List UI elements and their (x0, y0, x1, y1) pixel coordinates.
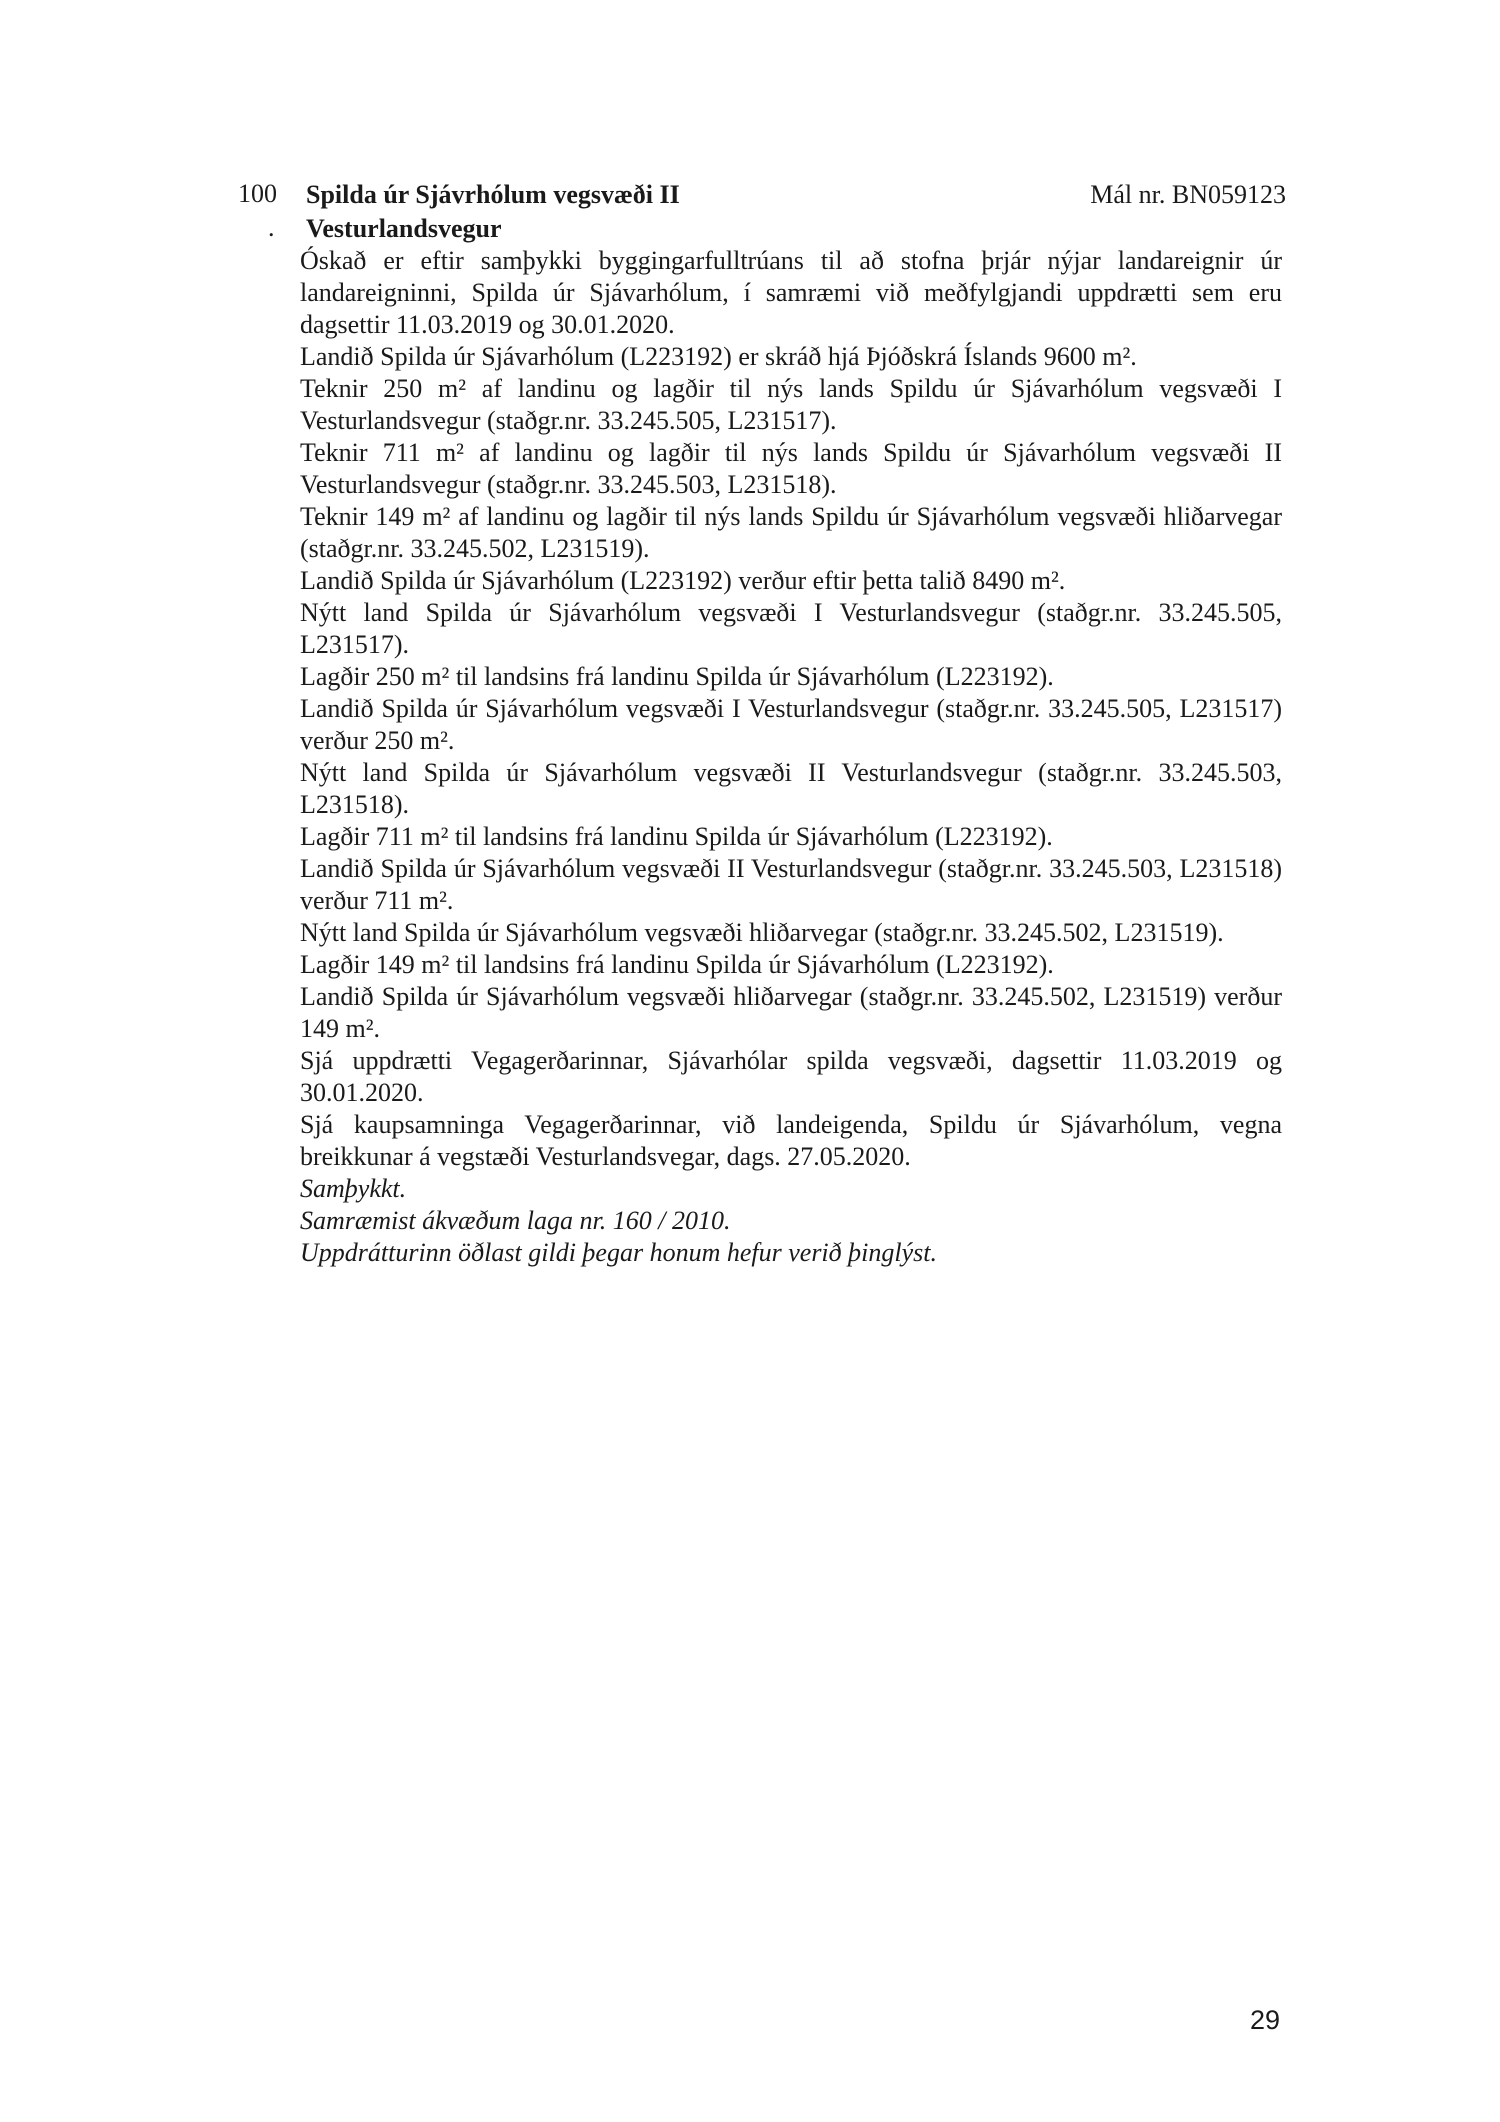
paragraph: Landið Spilda úr Sjávarhólum vegsvæði II Vesturlandsvegur (staðgr.nr. 33.245.503, L231518) verður 711 m². (300, 854, 1282, 915)
paragraph: Landið Spilda úr Sjávarhólum (L223192) verður eftir þetta talið 8490 m². (300, 566, 1066, 595)
paragraph: Nýtt land Spilda úr Sjávarhólum vegsvæði II Vesturlandsvegur (staðgr.nr. 33.245.503, L231518). (300, 758, 1282, 819)
case-number: Mál nr. BN059123 (1090, 180, 1286, 209)
item-title-line-2: Vesturlandsvegur (306, 214, 502, 243)
paragraph: Nýtt land Spilda úr Sjávarhólum vegsvæði hliðarvegar (staðgr.nr. 33.245.502, L231519). (300, 918, 1224, 947)
item-number: 100 (238, 179, 277, 208)
conclusion-law-reference: Samræmist ákvæðum laga nr. 160 / 2010. (300, 1206, 731, 1235)
paragraph: Sjá uppdrætti Vegagerðarinnar, Sjávarhólar spilda vegsvæði, dagsettir 11.03.2019 og 30.01.2020. (300, 1046, 1282, 1107)
page-number: 29 (1249, 2005, 1280, 2035)
paragraph: Landið Spilda úr Sjávarhólum vegsvæði I Vesturlandsvegur (staðgr.nr. 33.245.505, L231517) verður 250 m². (300, 694, 1282, 755)
item-title-line-1: Spilda úr Sjávrhólum vegsvæði II (306, 180, 680, 209)
conclusion-validity-note: Uppdrátturinn öðlast gildi þegar honum hefur verið þinglýst. (300, 1238, 937, 1267)
paragraph: Teknir 149 m² af landinu og lagðir til nýs lands Spildu úr Sjávarhólum vegsvæði hliðarvegar (staðgr.nr. 33.245.502, L231519). (300, 502, 1282, 563)
paragraph: Landið Spilda úr Sjávarhólum (L223192) er skráð hjá Þjóðskrá Íslands 9600 m². (300, 342, 1137, 371)
item-body (300, 245, 1282, 1269)
item-number-dot: . (268, 213, 275, 242)
paragraph: Teknir 250 m² af landinu og lagðir til nýs lands Spildu úr Sjávarhólum vegsvæði I Vesturlandsvegur (staðgr.nr. 33.245.505, L231517). (300, 374, 1282, 435)
conclusion-approved: Samþykkt. (300, 1174, 407, 1203)
paragraph: Sjá kaupsamninga Vegagerðarinnar, við landeigenda, Spildu úr Sjávarhólum, vegna breikkunar á vegstæði Vesturlandsvegar, dags. 27.05.2020. (300, 1110, 1282, 1171)
paragraph: Lagðir 250 m² til landsins frá landinu Spilda úr Sjávarhólum (L223192). (300, 662, 1054, 691)
paragraph: Lagðir 711 m² til landsins frá landinu Spilda úr Sjávarhólum (L223192). (300, 822, 1053, 851)
paragraph: Teknir 711 m² af landinu og lagðir til nýs lands Spildu úr Sjávarhólum vegsvæði II Vesturlandsvegur (staðgr.nr. 33.245.503, L231518). (300, 438, 1282, 499)
paragraph: Lagðir 149 m² til landsins frá landinu Spilda úr Sjávarhólum (L223192). (300, 950, 1054, 979)
paragraph: Nýtt land Spilda úr Sjávarhólum vegsvæði I Vesturlandsvegur (staðgr.nr. 33.245.505, L231517). (300, 598, 1282, 659)
paragraph: Landið Spilda úr Sjávarhólum vegsvæði hliðarvegar (staðgr.nr. 33.245.502, L231519) verður 149 m². (300, 982, 1282, 1043)
paragraph-request: Óskað er eftir samþykki byggingarfulltrúans til að stofna þrjár nýjar landareignir úr landareigninni, Spilda úr Sjávarhólum, í samræmi við meðfylgjandi uppdrætti sem eru dagsettir 11.03.2019 og 30.01.2020. (300, 246, 1282, 339)
item-header (306, 178, 1286, 246)
